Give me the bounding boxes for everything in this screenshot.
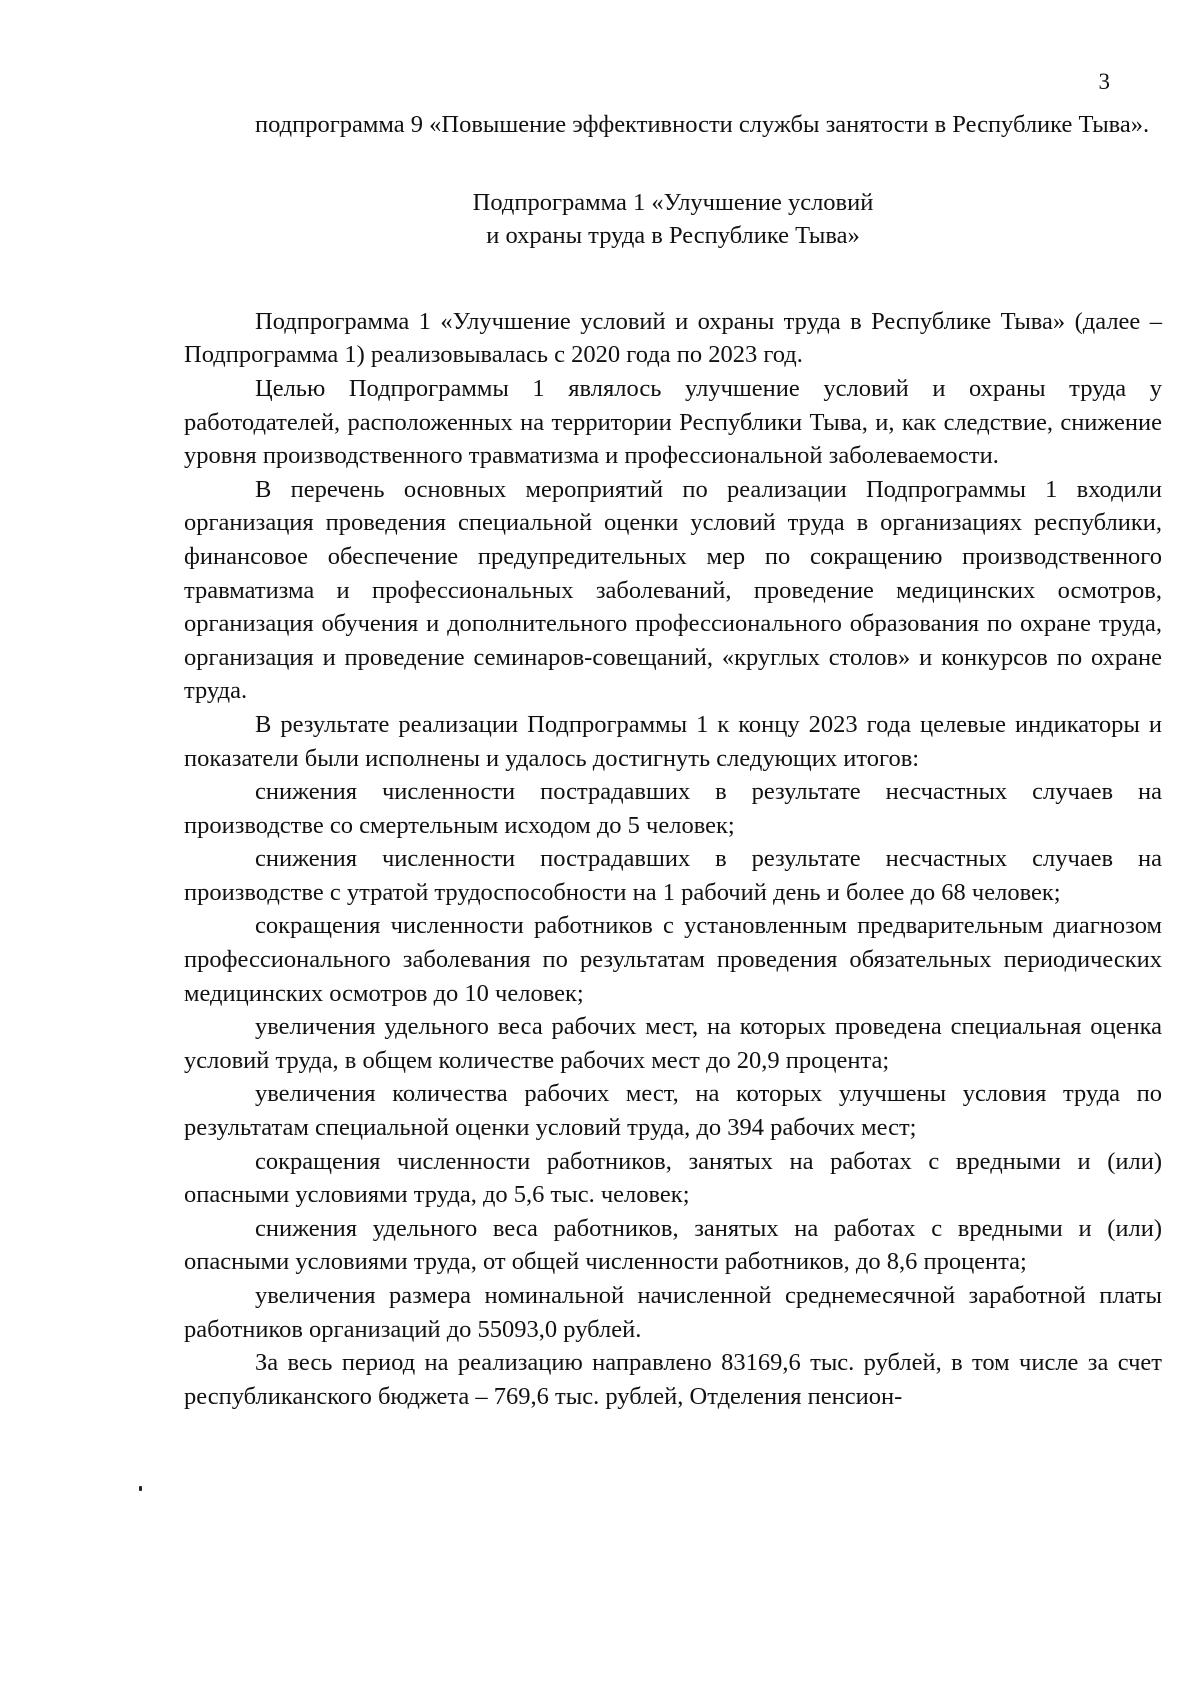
paragraph-main-activities: В перечень основных мероприятий по реализации Подпрограммы 1 входили организация проведения специальной оценки условий труда в организациях республики, финансовое обеспечение предупредительных мер по сокращению производственного травматизма и профессиональных заболеваний, проведение медицинских осмотров, организация обучения и дополнительного профессионального образования по охране труда, организация и проведение семинаров-совещаний, «круглых столов» и конкурсов по охране труда. <box>184 475 1162 705</box>
section-heading-line-1: Подпрограмма 1 «Улучшение условий <box>472 188 874 216</box>
paragraph-results-intro: В результате реализации Подпрограммы 1 к концу 2023 года целевые индикаторы и показатели были исполнены и удалось достигнуть следующих итогов: <box>184 710 1162 772</box>
scan-speck <box>139 1486 142 1491</box>
paragraph-goal: Целью Подпрограммы 1 являлось улучшение условий и охраны труда у работодателей, расположенных на территории Республики Тыва, и, как следствие, снижение уровня производственного травматизма и профессиональной заболеваемости. <box>184 374 1162 470</box>
page-number: 3 <box>1098 69 1110 94</box>
section-heading <box>184 186 1162 253</box>
result-item-improved-workplaces: увеличения количества рабочих мест, на которых улучшены условия труда по результатам специальной оценки условий труда, до 394 рабочих мест; <box>184 1080 1162 1142</box>
paragraph-subprogram-period: Подпрограмма 1 «Улучшение условий и охраны труда в Республике Тыва» (далее – Подпрограмма 1) реализовывалась с 2020 года по 2023 год. <box>184 307 1162 369</box>
section-heading-line-2: и охраны труда в Республике Тыва» <box>486 222 860 250</box>
result-item-fatal-injuries: снижения численности пострадавших в результате несчастных случаев на производстве со смертельным исходом до 5 человек; <box>184 778 1162 839</box>
result-item-hazardous-workers-count: сокращения численности работников, занятых на работах с вредными и (или) опасными условиями труда, до 5,6 тыс. человек; <box>184 1147 1162 1209</box>
intro-paragraph: подпрограмма 9 «Повышение эффективности службы занятости в Республике Тыва». <box>255 111 1150 138</box>
document-body <box>184 108 1162 1413</box>
result-item-disability-injuries: снижения численности пострадавших в результате несчастных случаев на производстве с утратой трудоспособности на 1 рабочий день и более до 68 человек; <box>184 845 1162 906</box>
result-item-hazardous-workers-share: снижения удельного веса работников, занятых на работах с вредными и (или) опасными условиями труда, от общей численности работников, до 8,6 процента; <box>184 1214 1162 1276</box>
result-item-occupational-diseases: сокращения численности работников с установленным предварительным диагнозом профессионального заболевания по результатам проведения обязательных периодических медицинских осмотров до 10 человек; <box>184 912 1162 1007</box>
result-item-average-salary: увеличения размера номинальной начисленной среднемесячной заработной платы работников организаций до 55093,0 рублей. <box>184 1282 1162 1343</box>
paragraph-funding: За весь период на реализацию направлено 83169,6 тыс. рублей, в том числе за счет республиканского бюджета – 769,6 тыс. рублей, Отделения пенсион- <box>184 1349 1162 1410</box>
result-item-assessed-workplaces-share: увеличения удельного веса рабочих мест, на которых проведена специальная оценка условий труда, в общем количестве рабочих мест до 20,9 процента; <box>184 1013 1162 1074</box>
